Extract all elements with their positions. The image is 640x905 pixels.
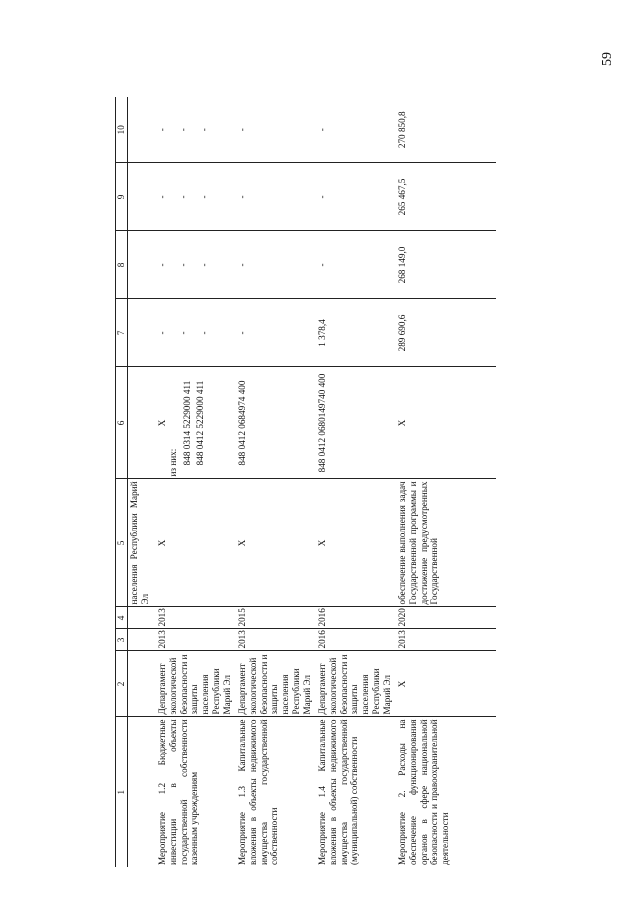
value-2016	[156, 97, 236, 163]
value-2016: -	[316, 97, 396, 163]
budget-code: 848 0412 0680149740 400	[316, 367, 396, 479]
value-2016: 270 850,8	[396, 97, 496, 163]
start-year: 2013	[396, 629, 496, 651]
value-2016: -	[236, 97, 316, 163]
table-row	[156, 97, 236, 867]
value-line: -	[198, 263, 209, 267]
budget-code-cell	[156, 367, 236, 479]
executor: Департамент экологической безопасности и защиты населения Республики Марий Эл	[236, 651, 316, 717]
continuation-result-text: населения Республики Марий Эл	[127, 479, 156, 607]
table-row	[396, 97, 496, 867]
value-2013: -	[236, 299, 316, 367]
budget-code: 848 0412 0684974 400	[236, 367, 316, 479]
value-2015: -	[316, 163, 396, 231]
value-line: -	[177, 263, 188, 267]
measure-name: Мероприятие 1.4 Капитальные вложения в объекты недвижимого имущества государственной (муниципальной) собственности	[316, 719, 360, 865]
end-year: 2020	[396, 607, 496, 629]
col-header-6: 6	[116, 367, 128, 479]
value-line: -	[156, 128, 167, 132]
col-header-4: 4	[116, 607, 128, 629]
value-2014: -	[236, 231, 316, 299]
value-line: -	[198, 128, 209, 132]
value-line: -	[198, 331, 209, 335]
value-2015: -	[236, 163, 316, 231]
value-line: -	[177, 195, 188, 199]
col-header-5: 5	[116, 479, 128, 607]
executor: X	[396, 651, 496, 717]
program-measures-table	[115, 97, 496, 867]
executor: Департамент экологической безопасности и защиты населения Республики Марий Эл	[316, 651, 396, 717]
col-header-1: 1	[116, 717, 128, 867]
end-year: 2015	[236, 607, 316, 629]
value-line: -	[156, 195, 167, 199]
end-year: 2016	[316, 607, 396, 629]
start-year: 2013	[236, 629, 316, 651]
budget-code: X	[396, 367, 496, 479]
col-header-7: 7	[116, 299, 128, 367]
value-2014: 268 149,0	[396, 231, 496, 299]
result-cell: X	[236, 479, 316, 607]
value-2014	[156, 231, 236, 299]
budget-code: X	[156, 419, 167, 427]
table-row	[236, 97, 316, 867]
value-2013: 1 378,4	[316, 299, 396, 367]
value-line: -	[198, 195, 209, 199]
start-year: 2016	[316, 629, 396, 651]
value-line: -	[177, 128, 188, 132]
value-2013: 289 690,6	[396, 299, 496, 367]
executor: Департамент экологической безопасности и защиты населения Республики Марий Эл	[156, 651, 236, 717]
col-header-9: 9	[116, 163, 128, 231]
budget-code-line: 848 0412 5229000 411	[195, 380, 206, 466]
value-2014: -	[316, 231, 396, 299]
col-header-2: 2	[116, 651, 128, 717]
result-cell: X	[156, 479, 236, 607]
result-cell: X	[316, 479, 396, 607]
budget-code-line: 848 0314 5229000 411	[181, 380, 192, 466]
col-header-10: 10	[116, 97, 128, 163]
end-year: 2013	[156, 607, 236, 629]
measure-name: Мероприятие 1.3 Капитальные вложения в объекты недвижимого имущества государственной собственности	[236, 719, 280, 865]
measure-name: Мероприятие 1.2 Бюджетные инвестиции в объекты государственной собственности казенным учреждениям	[156, 719, 200, 865]
continuation-row	[127, 97, 156, 867]
measure-name: Мероприятие 2. Расходы на обеспечение функционирования органов в сфере национальной безопасности и правоохранительной деятельности	[396, 719, 451, 865]
value-line: -	[177, 331, 188, 335]
column-number-row	[116, 97, 128, 867]
value-line: -	[156, 263, 167, 267]
col-header-3: 3	[116, 629, 128, 651]
value-line: -	[156, 331, 167, 335]
budget-code-note: из них:	[167, 448, 178, 477]
rotated-table-sheet	[115, 97, 520, 867]
result-cell: обеспечение выполнения задач Государственной программы и достижение предусмотренных Государственной	[396, 479, 496, 607]
table-row	[316, 97, 396, 867]
value-2013	[156, 299, 236, 367]
value-2015	[156, 163, 236, 231]
page-number: 59	[600, 52, 615, 66]
start-year: 2013	[156, 629, 236, 651]
col-header-8: 8	[116, 231, 128, 299]
value-2015: 265 467,5	[396, 163, 496, 231]
